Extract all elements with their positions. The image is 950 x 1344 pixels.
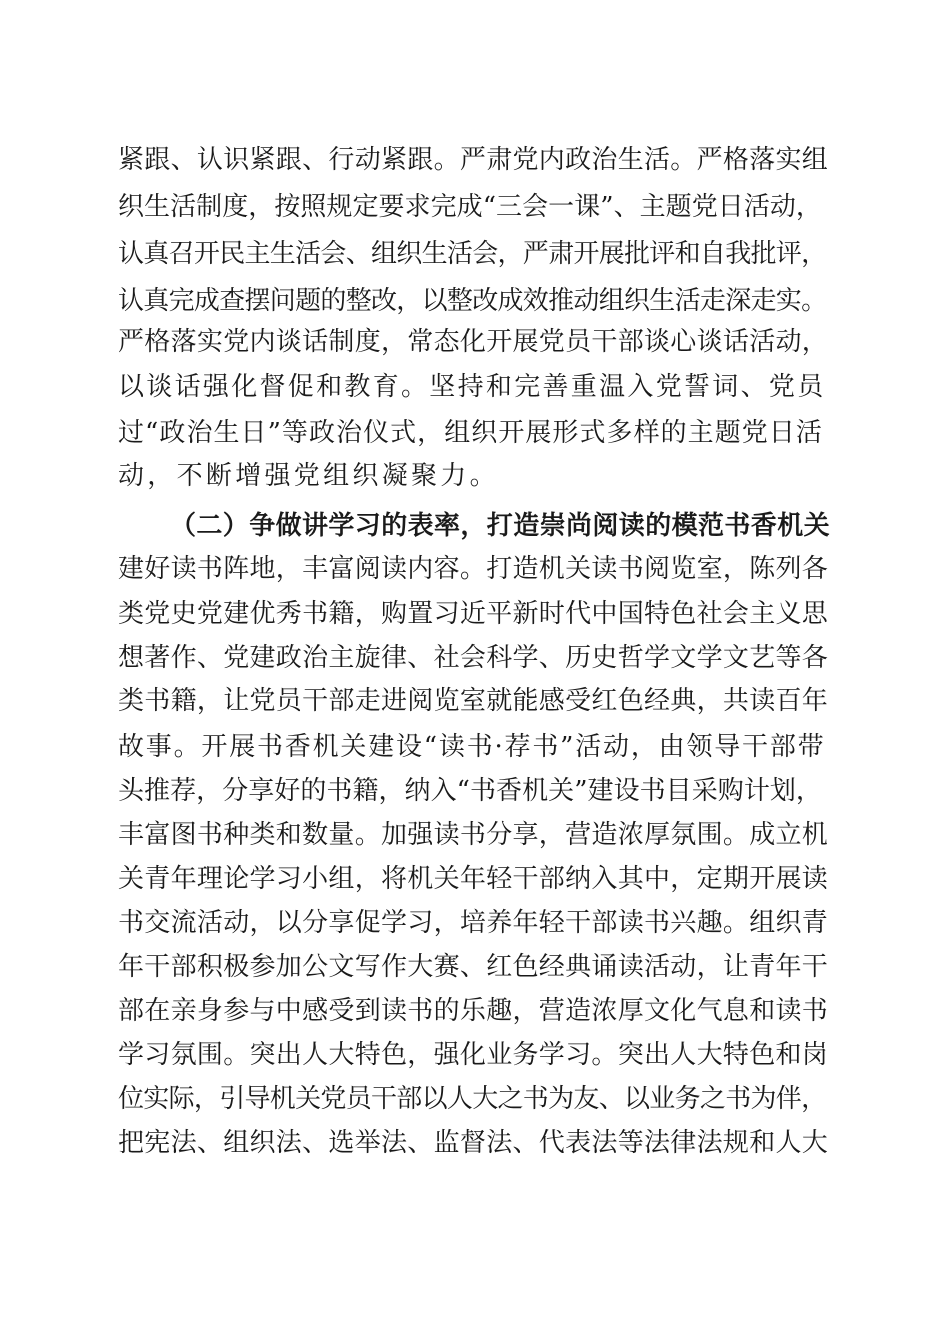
body-text-line: 紧跟、认识紧跟、行动紧跟。严肃党内政治生活。严格落实组 bbox=[118, 145, 829, 175]
body-text-line: 织生活制度，按照规定要求完成“三会一课”、主题党日活动， bbox=[118, 192, 822, 222]
body-text-line: 位实际，引导机关党员干部以人大之书为友、以业务之书为伴， bbox=[118, 1084, 827, 1114]
body-text-line: 认真召开民主生活会、组织生活会，严肃开展批评和自我批评， bbox=[118, 239, 827, 269]
body-text-line: 建好读书阵地，丰富阅读内容。打造机关读书阅览室，陈列各 bbox=[118, 554, 829, 584]
body-text-line: 想著作、党建政治主旋律、社会科学、历史哲学文学文艺等各 bbox=[118, 643, 829, 673]
body-text-line: 故事。开展书香机关建设“读书·荐书”活动，由领导干部带 bbox=[118, 732, 826, 762]
body-text-line: 认真完成查摆问题的整改，以整改成效推动组织生活走深走实。 bbox=[118, 286, 827, 316]
body-text-line: 以谈话强化督促和教育。坚持和完善重温入党誓词、党员 bbox=[118, 372, 826, 402]
body-text-line: 丰富图书种类和数量。加强读书分享，营造浓厚氛围。成立机 bbox=[118, 820, 829, 850]
body-text-line: 类党史党建优秀书籍，购置习近平新时代中国特色社会主义思 bbox=[118, 599, 829, 629]
body-text-line: 学习氛围。突出人大特色，强化业务学习。突出人大特色和岗 bbox=[118, 1040, 829, 1070]
body-text-line: 严格落实党内谈话制度，常态化开展党员干部谈心谈话活动， bbox=[118, 327, 829, 357]
body-text-line: 动，不断增强党组织凝聚力。 bbox=[118, 461, 499, 491]
body-text-line: 关青年理论学习小组，将机关年轻干部纳入其中，定期开展读 bbox=[118, 864, 829, 894]
section-heading: （二）争做讲学习的表率，打造崇尚阅读的模范书香机关 bbox=[170, 511, 831, 541]
body-text-line: 头推荐，分享好的书籍，纳入“书香机关”建设书目采购计划， bbox=[118, 776, 822, 806]
body-text-line: 年干部积极参加公文写作大赛、红色经典诵读活动，让青年干 bbox=[118, 952, 829, 982]
body-text-line: 过“政治生日”等政治仪式，组织开展形式多样的主题党日活 bbox=[118, 418, 823, 448]
body-text-line: 书交流活动，以分享促学习，培养年轻干部读书兴趣。组织青 bbox=[118, 908, 829, 938]
body-text-line: 部在亲身参与中感受到读书的乐趣，营造浓厚文化气息和读书 bbox=[118, 996, 829, 1026]
body-text-line: 把宪法、组织法、选举法、监督法、代表法等法律法规和人大 bbox=[118, 1128, 829, 1158]
body-text-line: 类书籍，让党员干部走进阅览室就能感受红色经典，共读百年 bbox=[118, 686, 829, 716]
